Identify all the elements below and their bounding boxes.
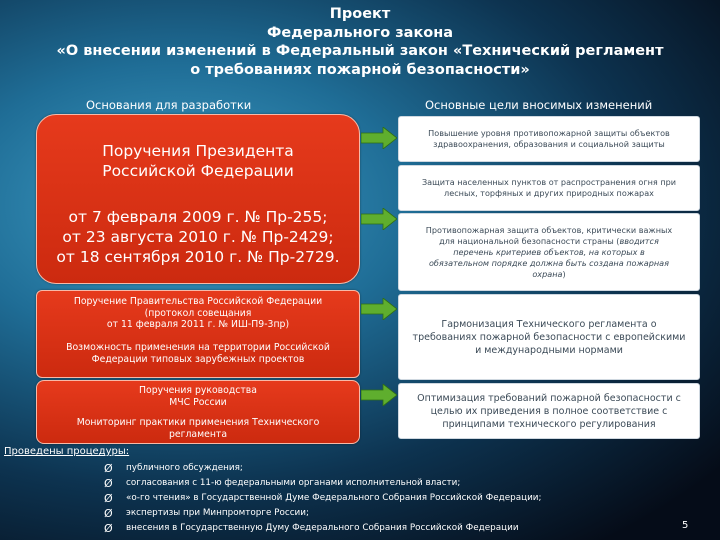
left-column-heading: Основания для разработки	[86, 98, 252, 112]
title-line: «О внесении изменений в Федеральный закон «Технический регламент	[56, 43, 664, 59]
goal-text: требованиях пожарной безопасности с европейскими	[412, 331, 686, 343]
goal-text: Оптимизация требований пожарной безопасности с	[417, 392, 681, 404]
goal-text: перечень критериев объектов, на которых в	[453, 246, 645, 257]
government-order-box	[36, 290, 360, 378]
list-item-text: внесения в Государственную Думу Федерального Собрания Российской Федерации	[126, 523, 519, 533]
box-text: Федерации типовых зарубежных проектов	[91, 353, 305, 365]
procedures-heading: Проведены процедуры:	[4, 446, 130, 457]
box-text: Поручения руководства	[139, 385, 257, 396]
box-text: от 7 февраля 2009 г. № Пр-255;	[68, 208, 328, 226]
goal-text: и международными нормами	[475, 344, 623, 356]
goal-text: обязательном порядке должна быть создана пожарная	[428, 257, 670, 268]
arrow-bullet-icon: Ø	[104, 507, 113, 520]
arrow-bullet-icon: Ø	[104, 522, 113, 535]
goal-text: здравоохранения, образования и социальной защиты	[433, 139, 665, 149]
title-line: о требованиях пожарной безопасности»	[190, 61, 530, 78]
mchs-orders-box	[36, 380, 360, 444]
goal-box	[398, 116, 700, 162]
box-text: Возможность применения на территории Российской	[66, 342, 330, 353]
goal-text-line	[399, 236, 699, 247]
box-text: МЧС России	[169, 396, 227, 408]
goal-text: )	[562, 268, 566, 279]
arrow-bullet-icon: Ø	[104, 477, 113, 490]
box-text: Поручения Президента	[102, 142, 294, 160]
slide-title	[10, 5, 710, 79]
box-text: от 18 сентября 2010 г. № Пр-2729.	[56, 248, 340, 266]
goal-text: вводится	[619, 235, 659, 246]
right-arrow-icon	[361, 208, 397, 230]
box-text: от 11 февраля 2011 г. № ИШ-П9-3пр)	[106, 319, 290, 330]
goal-text: целью их приведения в полное соответствие с	[430, 405, 668, 417]
box-text: от 23 августа 2010 г. № Пр-2429;	[62, 228, 334, 246]
page-number: 5	[682, 520, 689, 531]
box-text: Поручение Правительства Российской Федерации	[73, 296, 323, 307]
goal-box	[398, 383, 700, 439]
right-column-heading: Основные цели вносимых изменений	[425, 98, 653, 112]
box-text: Мониторинг практики применения Технического	[76, 417, 320, 428]
goal-text: Противопожарная защита объектов, критически важных	[425, 224, 673, 235]
right-arrow-icon	[361, 384, 397, 406]
goal-text: для национальной безопасности страны (	[439, 235, 620, 246]
right-arrow-icon	[361, 127, 397, 149]
goal-box	[398, 165, 700, 211]
goal-text: охрана	[532, 268, 563, 279]
arrow-bullet-icon: Ø	[104, 492, 113, 505]
title-line: Проект	[329, 6, 391, 22]
list-item-text: экспертизы при Минпромторге России;	[126, 508, 309, 518]
president-orders-box	[36, 114, 360, 284]
goal-box	[398, 213, 700, 291]
goal-text: Гармонизация Технического регламента о	[441, 318, 657, 330]
list-item-text: согласования с 11-ю федеральными органами исполнительной власти;	[126, 478, 461, 488]
box-text: (протокол совещания	[144, 307, 252, 319]
box-text: регламента	[168, 428, 228, 440]
list-item-text: «о-го чтения» в Государственной Думе Федерального Собрания Российской Федерации;	[126, 493, 542, 503]
arrow-bullet-icon: Ø	[104, 462, 113, 475]
goal-text: лесных, торфяных и других природных пожарах	[444, 188, 654, 198]
goal-text: принципами технического регулирования	[442, 418, 656, 430]
goal-text: Защита населенных пунктов от распространения огня при	[421, 177, 677, 187]
goal-text: Повышение уровня противопожарной защиты объектов	[428, 128, 670, 138]
right-arrow-icon	[361, 298, 397, 320]
goal-text-line	[399, 269, 699, 280]
box-text: Российской Федерации	[102, 162, 294, 180]
goal-box	[398, 294, 700, 380]
list-item-text: публичного обсуждения;	[126, 463, 243, 473]
title-line: Федерального закона	[266, 24, 454, 41]
